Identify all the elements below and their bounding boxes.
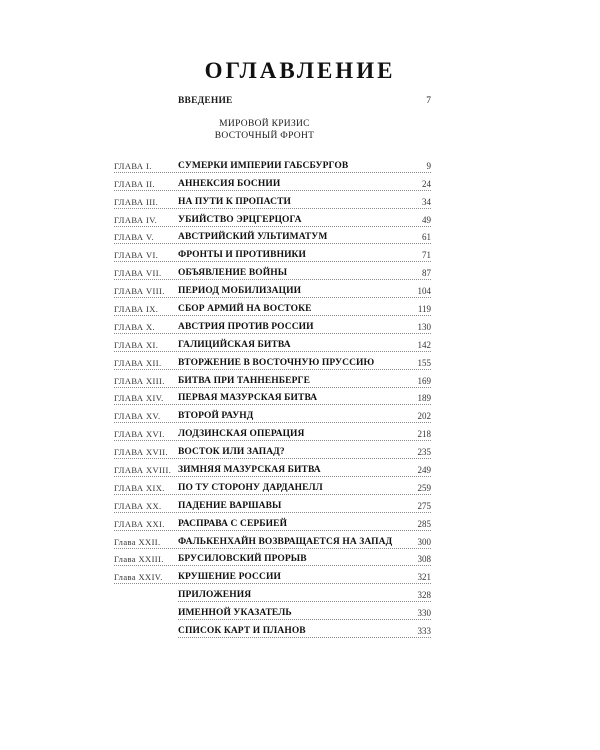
chapter-number: Глава XXIII. [114, 554, 164, 565]
chapter-number: ГЛАВА VII. [114, 268, 162, 279]
chapter-entry [114, 173, 431, 191]
chapter-title: ВОСТОК ИЛИ ЗАПАД? [178, 447, 285, 458]
chapter-entry [114, 441, 431, 459]
chapter-number: ГЛАВА XIII. [114, 375, 165, 386]
chapter-entry [114, 405, 431, 423]
chapter-number: ГЛАВА IX. [114, 304, 159, 315]
chapter-title: ПО ТУ СТОРОНУ ДАРДАНЕЛЛ [178, 482, 323, 493]
chapter-entry [114, 155, 431, 173]
chapter-title: БРУСИЛОВСКИЙ ПРОРЫВ [178, 554, 307, 565]
chapter-title: РАСПРАВА С СЕРБИЕЙ [178, 518, 288, 529]
chapter-number: ГЛАВА XX. [114, 500, 162, 511]
chapter-page: 61 [422, 232, 431, 243]
part-title-line-1: МИРОВОЙ КРИЗИС [219, 119, 310, 129]
appendix-entry [114, 620, 431, 638]
chapter-page: 130 [417, 321, 431, 332]
chapter-entry [114, 531, 431, 549]
chapter-title: ФАЛЬКЕНХАЙН ВОЗВРАЩАЕТСЯ НА ЗАПАД [178, 536, 393, 547]
page-title: ОГЛАВЛЕНИЕ [204, 58, 396, 83]
chapter-entry [114, 370, 431, 388]
chapter-page: 49 [422, 214, 431, 225]
chapter-title: НА ПУТИ К ПРОПАСТИ [178, 196, 292, 207]
chapter-entry [114, 549, 431, 567]
chapter-title: ПЕРИОД МОБИЛИЗАЦИИ [178, 286, 302, 297]
chapter-entry [114, 280, 431, 298]
chapter-entry [114, 334, 431, 352]
chapter-number: ГЛАВА X. [114, 321, 156, 332]
chapter-title: ВТОРЖЕНИЕ В ВОСТОЧНУЮ ПРУССИЮ [178, 357, 375, 368]
chapter-page: 235 [417, 447, 431, 458]
chapter-page: 34 [422, 196, 431, 207]
chapter-entry [114, 352, 431, 370]
chapter-title: АВСТРИЯ ПРОТИВ РОССИИ [178, 321, 314, 332]
chapter-title: ГАЛИЦИЙСКАЯ БИТВА [178, 339, 291, 350]
chapter-title: ЗИМНЯЯ МАЗУРСКАЯ БИТВА [178, 465, 321, 476]
chapter-title: ФРОНТЫ И ПРОТИВНИКИ [178, 250, 307, 261]
introduction-entry [178, 96, 431, 106]
chapter-number: ГЛАВА XII. [114, 357, 162, 368]
chapter-list [114, 155, 431, 638]
chapter-page: 155 [417, 357, 431, 368]
chapter-title: УБИЙСТВО ЭРЦГЕРЦОГА [178, 214, 302, 225]
appendix-title: СПИСОК КАРТ И ПЛАНОВ [178, 626, 306, 637]
chapter-entry [114, 388, 431, 406]
part-title-line-2: ВОСТОЧНЫЙ ФРОНТ [214, 131, 315, 141]
chapter-title: СУМЕРКИ ИМПЕРИИ ГАБСБУРГОВ [178, 160, 349, 171]
introduction-label: ВВЕДЕНИЕ [178, 96, 233, 106]
chapter-number: ГЛАВА XIX. [114, 482, 165, 493]
chapter-number: ГЛАВА XVI. [114, 429, 165, 440]
chapter-entry [114, 566, 431, 584]
chapter-number: ГЛАВА IV. [114, 214, 158, 225]
appendix-title: ПРИЛОЖЕНИЯ [178, 590, 252, 601]
appendix-entry [114, 602, 431, 620]
chapter-number: ГЛАВА VI. [114, 250, 159, 261]
appendix-title: ИМЕННОЙ УКАЗАТЕЛЬ [178, 608, 292, 619]
chapter-page: 300 [417, 536, 431, 547]
chapter-number: ГЛАВА XIV. [114, 393, 164, 404]
chapter-page: 189 [417, 393, 431, 404]
chapter-page: 169 [417, 375, 431, 386]
appendix-entry [114, 584, 431, 602]
chapter-number: Глава XXIV. [114, 572, 163, 583]
chapter-title: ПАДЕНИЕ ВАРШАВЫ [178, 500, 282, 511]
chapter-page: 259 [417, 482, 431, 493]
chapter-page: 275 [417, 500, 431, 511]
chapter-number: ГЛАВА III. [114, 196, 159, 207]
chapter-number: ГЛАВА I. [114, 160, 152, 171]
chapter-title: ЛОДЗИНСКАЯ ОПЕРАЦИЯ [178, 429, 305, 440]
chapter-entry [114, 495, 431, 513]
chapter-page: 9 [426, 160, 431, 171]
appendix-page: 333 [417, 626, 431, 637]
chapter-page: 308 [417, 554, 431, 565]
chapter-page: 218 [417, 429, 431, 440]
chapter-number: ГЛАВА VIII. [114, 286, 165, 297]
chapter-number: ГЛАВА XXI. [114, 518, 165, 529]
chapter-entry [114, 513, 431, 531]
chapter-entry [114, 262, 431, 280]
chapter-entry [114, 316, 431, 334]
chapter-page: 104 [417, 286, 431, 297]
chapter-number: ГЛАВА XI. [114, 339, 159, 350]
chapter-number: ГЛАВА II. [114, 178, 155, 189]
chapter-title: ПЕРВАЯ МАЗУРСКАЯ БИТВА [178, 393, 318, 404]
chapter-number: ГЛАВА XVIII. [114, 465, 172, 476]
chapter-page: 87 [422, 268, 431, 279]
chapter-page: 24 [422, 178, 431, 189]
chapter-entry [114, 477, 431, 495]
chapter-entry [114, 459, 431, 477]
appendix-page: 330 [417, 608, 431, 619]
chapter-entry [114, 298, 431, 316]
chapter-title: ВТОРОЙ РАУНД [178, 411, 254, 422]
chapter-entry [114, 209, 431, 227]
chapter-page: 249 [417, 465, 431, 476]
chapter-page: 285 [417, 518, 431, 529]
chapter-page: 119 [417, 304, 431, 315]
chapter-page: 202 [417, 411, 431, 422]
chapter-page: 142 [417, 339, 431, 350]
chapter-title: ОБЪЯВЛЕНИЕ ВОЙНЫ [178, 268, 288, 279]
chapter-title: АННЕКСИЯ БОСНИИ [178, 178, 281, 189]
chapter-number: ГЛАВА XV. [114, 411, 161, 422]
chapter-entry [114, 244, 431, 262]
chapter-title: БИТВА ПРИ ТАННЕНБЕРГЕ [178, 375, 311, 386]
chapter-number: ГЛАВА V. [114, 232, 154, 243]
chapter-title: АВСТРИЙСКИЙ УЛЬТИМАТУМ [178, 232, 328, 243]
introduction-page: 7 [426, 96, 431, 106]
chapter-page: 321 [417, 572, 431, 583]
chapter-entry [114, 423, 431, 441]
appendix-page: 328 [417, 590, 431, 601]
chapter-number: ГЛАВА XVII. [114, 447, 169, 458]
chapter-entry [114, 191, 431, 209]
chapter-title: КРУШЕНИЕ РОССИИ [178, 572, 281, 583]
chapter-entry [114, 227, 431, 245]
chapter-number: Глава XXII. [114, 536, 161, 547]
chapter-page: 71 [422, 250, 431, 261]
chapter-title: СБОР АРМИЙ НА ВОСТОКЕ [178, 304, 312, 315]
